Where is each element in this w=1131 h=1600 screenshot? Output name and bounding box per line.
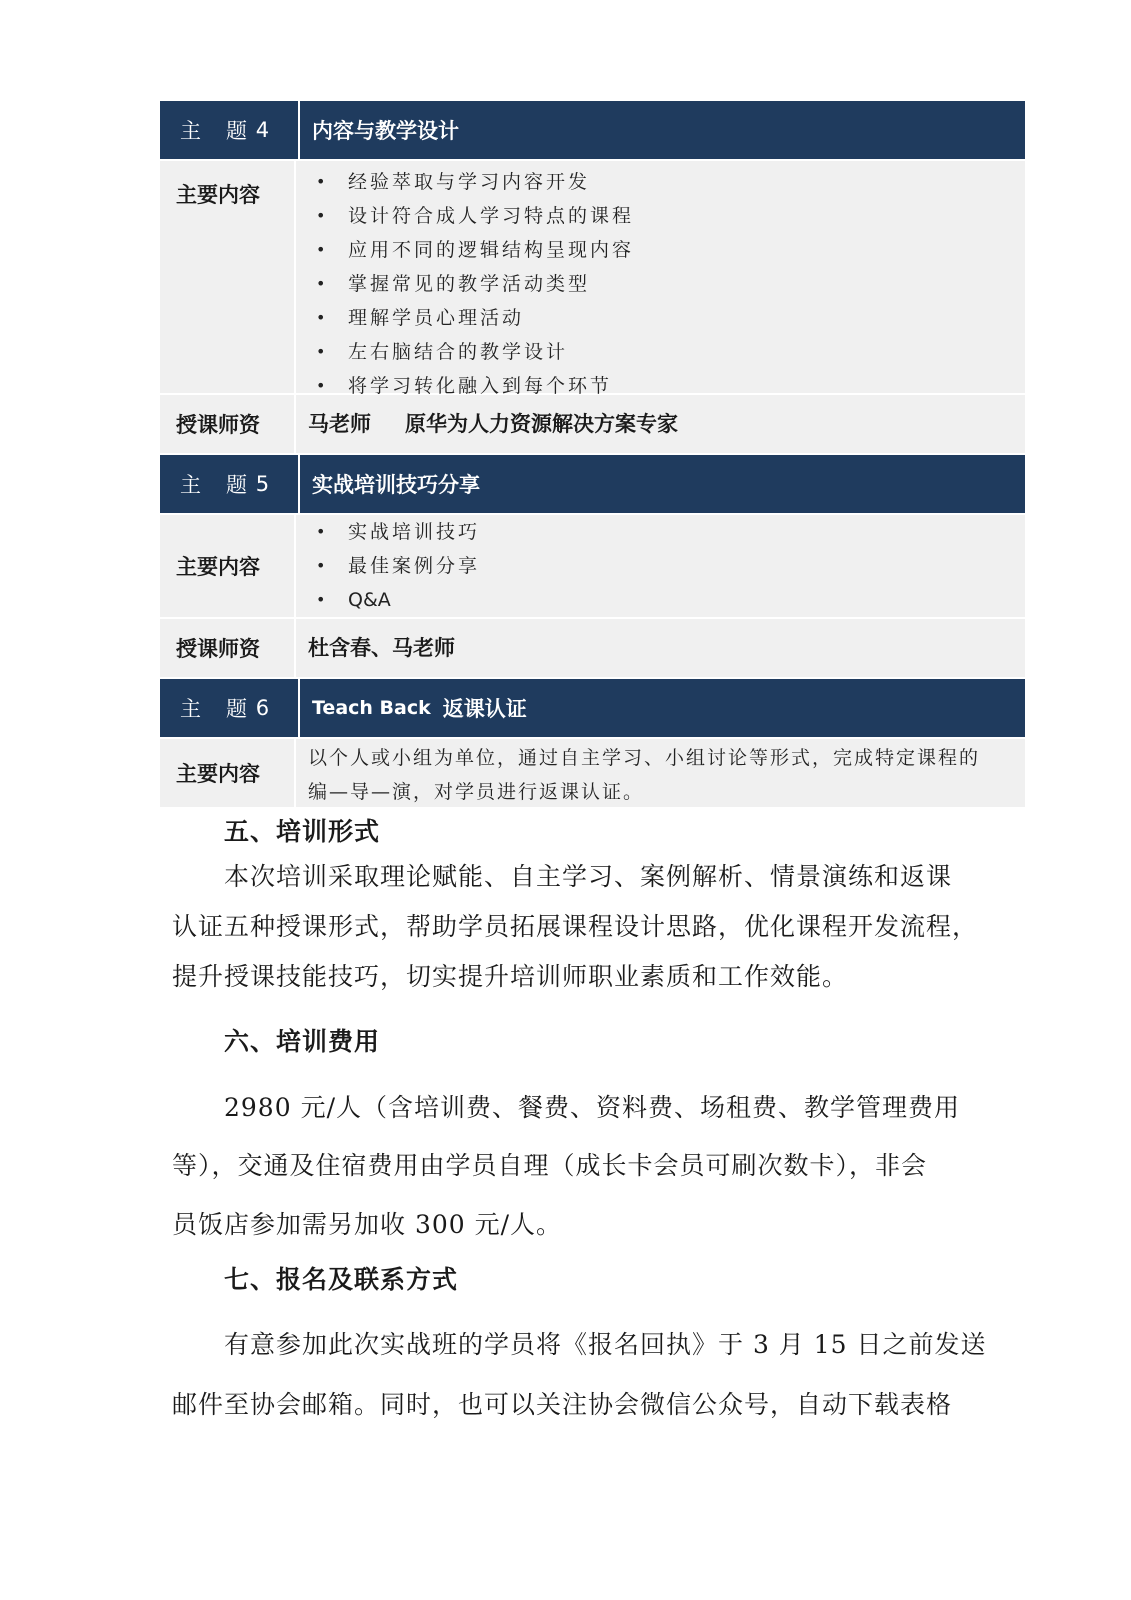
section-6-line: 员饭店参加需另加收 300 元/人。 xyxy=(172,1210,563,1239)
content-list xyxy=(308,161,1025,403)
topic-5-teacher-row xyxy=(160,619,1025,679)
list-item: • 将学习转化融入到每个环节 xyxy=(308,369,1025,403)
teacher-name: 杜含春、马老师 xyxy=(308,636,455,660)
topic-5-content-row xyxy=(160,515,1025,619)
topic-number: 6 xyxy=(255,696,271,720)
course-table xyxy=(160,101,1025,809)
list-item: • 左右脑结合的教学设计 xyxy=(308,335,1025,369)
topic-label: 主 题 6 xyxy=(160,679,300,737)
topic-title: Teach Back 返课认证 xyxy=(312,697,527,721)
list-item: • 设计符合成人学习特点的课程 xyxy=(308,199,1025,233)
content-list xyxy=(308,515,1025,617)
list-item: • 理解学员心理活动 xyxy=(308,301,1025,335)
section-7-line: 有意参加此次实战班的学员将《报名回执》于 3 月 15 日之前发送 xyxy=(224,1330,987,1359)
teacher-role: 原华为人力资源解决方案专家 xyxy=(405,412,678,436)
section-6-line: 2980 元/人（含培训费、餐费、资料费、场租费、教学管理费用 xyxy=(224,1093,960,1122)
list-item: • 应用不同的逻辑结构呈现内容 xyxy=(308,233,1025,267)
topic-4-header xyxy=(160,101,1025,161)
list-item: • 经验萃取与学习内容开发 xyxy=(308,165,1025,199)
section-7-line: 邮件至协会邮箱。同时，也可以关注协会微信公众号，自动下载表格 xyxy=(172,1390,953,1419)
topic-label: 主 题 5 xyxy=(160,455,300,513)
teacher-label: 授课师资 xyxy=(160,395,296,453)
content-paragraph: 以个人或小组为单位，通过自主学习、小组讨论等形式，完成特定课程的 编—导—演，对学员进行返课认证。 xyxy=(308,747,981,803)
section-7-heading: 七、报名及联系方式 xyxy=(224,1265,459,1294)
section-6-line: 等），交通及住宿费用由学员自理（成长卡会员可刷次数卡），非会 xyxy=(172,1151,928,1180)
topic-4-content-row xyxy=(160,161,1025,395)
list-item: • 实战培训技巧 xyxy=(308,515,1025,549)
content-label: 主要内容 xyxy=(160,515,296,617)
topic-5-header xyxy=(160,455,1025,515)
topic-4-teacher-row xyxy=(160,395,1025,455)
section-5-line: 认证五种授课形式，帮助学员拓展课程设计思路，优化课程开发流程， xyxy=(172,912,979,941)
section-5-heading: 五、培训形式 xyxy=(224,817,381,846)
list-item: • Q&A xyxy=(308,583,1025,617)
topic-label: 主 题 4 xyxy=(160,101,300,159)
list-item: • 掌握常见的教学活动类型 xyxy=(308,267,1025,301)
content-label: 主要内容 xyxy=(160,161,296,393)
topic-title: 实战培训技巧分享 xyxy=(312,473,480,497)
teacher-label: 授课师资 xyxy=(160,619,296,677)
topic-6-header xyxy=(160,679,1025,739)
content-label: 主要内容 xyxy=(160,739,296,807)
list-item: • 最佳案例分享 xyxy=(308,549,1025,583)
topic-number: 4 xyxy=(255,118,271,142)
topic-title: 内容与教学设计 xyxy=(312,119,459,143)
teacher-name: 马老师 xyxy=(308,412,371,436)
topic-title-en: Teach Back xyxy=(312,697,431,719)
section-5-line: 本次培训采取理论赋能、自主学习、案例解析、情景演练和返课 xyxy=(224,862,953,891)
section-5-line: 提升授课技能技巧，切实提升培训师职业素质和工作效能。 xyxy=(172,962,849,991)
section-6-heading: 六、培训费用 xyxy=(224,1027,381,1056)
topic-6-content-row xyxy=(160,739,1025,809)
topic-number: 5 xyxy=(255,472,271,496)
